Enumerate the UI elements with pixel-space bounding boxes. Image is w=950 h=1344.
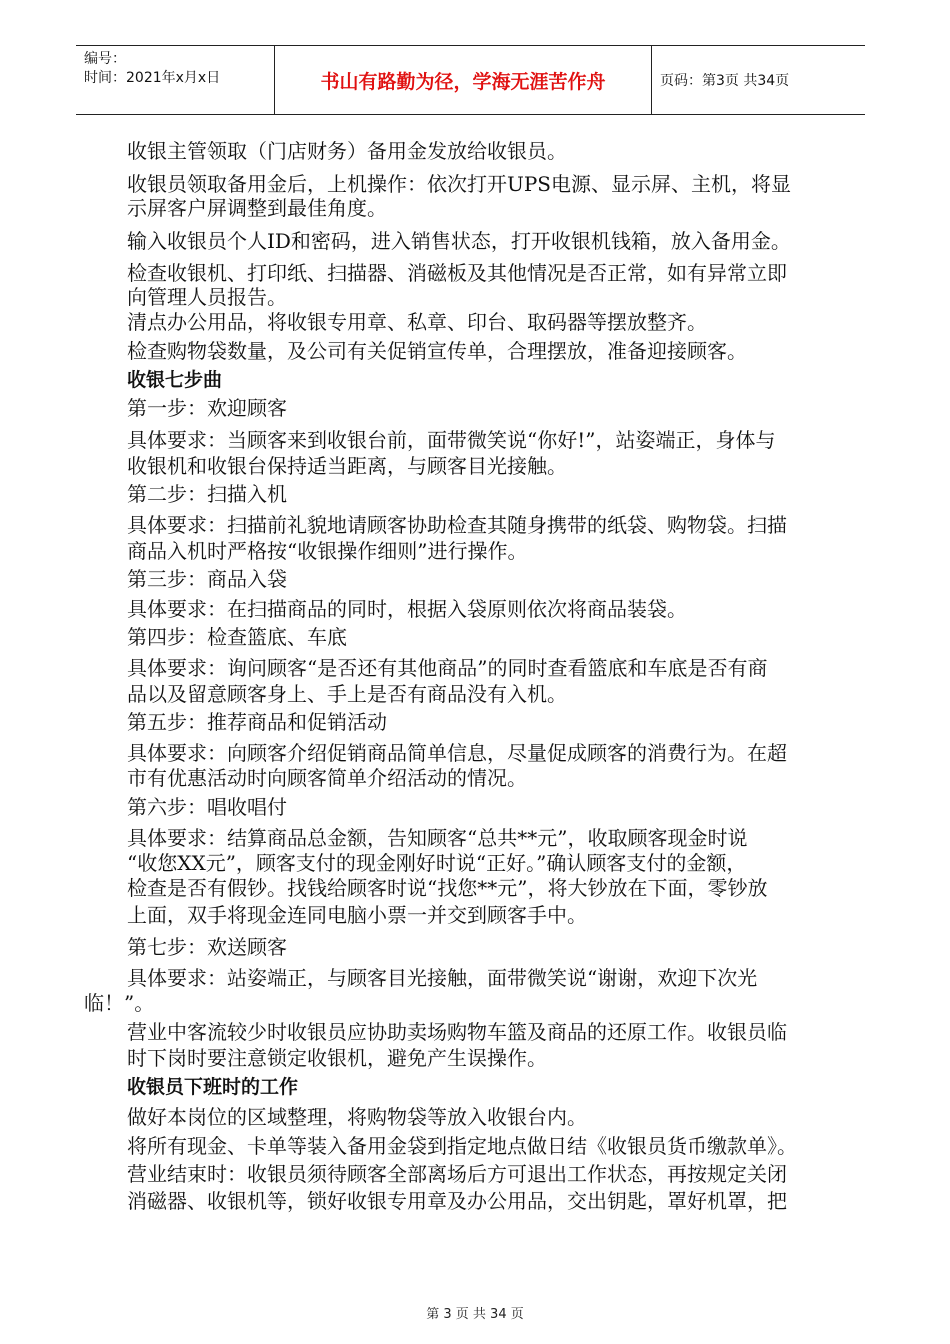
- paragraph-line: 收银机和收银台保持适当距离，与顾客目光接触。: [127, 454, 567, 478]
- time-label: 时间：2021年x月x日: [84, 70, 221, 86]
- paragraph-line: “收您XX元”，顾客支付的现金刚好时说“正好。”确认顾客支付的金额，: [127, 851, 747, 875]
- page-footer: 第 3 页 共 34 页: [426, 1307, 524, 1322]
- document-header: [76, 45, 865, 115]
- paragraph-line: 收银主管领取（门店财务）备用金发放给收银员。: [127, 139, 567, 163]
- paragraph-line: 示屏客户屏调整到最佳角度。: [127, 196, 387, 220]
- paragraph-line: 营业中客流较少时收银员应协助卖场购物车篮及商品的还原工作。收银员临: [127, 1020, 787, 1044]
- paragraph-line: 商品入机时严格按“收银操作细则”进行操作。: [127, 539, 528, 563]
- paragraph-line: 上面，双手将现金连同电脑小票一并交到顾客手中。: [127, 903, 587, 927]
- paragraph-line: 具体要求：询问顾客“是否还有其他商品”的同时查看篮底和车底是否有商: [127, 656, 768, 680]
- paragraph-line: 品以及留意顾客身上、手上是否有商品没有入机。: [127, 682, 567, 706]
- number-label: 编号：: [84, 51, 126, 67]
- paragraph-line: 具体要求：站姿端正，与顾客目光接触，面带微笑说“谢谢，欢迎下次光: [127, 966, 758, 990]
- paragraph-line: 具体要求：结算商品总金额，告知顾客“总共**元”，收取顾客现金时说: [127, 826, 748, 850]
- paragraph-line: 临！”。: [84, 991, 155, 1015]
- step-title: 第三步：商品入袋: [127, 567, 287, 591]
- section-heading: 收银员下班时的工作: [127, 1076, 299, 1098]
- paragraph-line: 市有优惠活动时向顾客简单介绍活动的情况。: [127, 766, 527, 790]
- paragraph-line: 清点办公用品，将收银专用章、私章、印台、取码器等摆放整齐。: [127, 310, 707, 334]
- step-title: 第七步：欢送顾客: [127, 935, 287, 959]
- header-meta: [76, 46, 275, 114]
- paragraph-line: 收银员领取备用金后，上机操作：依次打开UPS电源、显示屏、主机，将显: [127, 172, 792, 196]
- step-title: 第一步：欢迎顾客: [127, 396, 287, 420]
- paragraph-line: 做好本岗位的区域整理，将购物袋等放入收银台内。: [127, 1105, 587, 1129]
- paragraph-line: 具体要求：在扫描商品的同时，根据入袋原则依次将商品装袋。: [127, 597, 687, 621]
- step-title: 第五步：推荐商品和促销活动: [127, 710, 387, 734]
- header-motto: 书山有路勤为径，学海无涯苦作舟: [275, 46, 652, 114]
- section-heading: 收银七步曲: [127, 369, 223, 391]
- header-page-number: 页码：第3页 共34页: [660, 73, 790, 89]
- step-title: 第四步：检查篮底、车底: [127, 625, 347, 649]
- paragraph-line: 检查是否有假钞。找钱给顾客时说“找您**元”，将大钞放在下面，零钞放: [127, 876, 768, 900]
- paragraph-line: 具体要求：扫描前礼貌地请顾客协助检查其随身携带的纸袋、购物袋。扫描: [127, 513, 787, 537]
- paragraph-line: 消磁器、收银机等，锁好收银专用章及办公用品，交出钥匙，罩好机罩，把: [127, 1189, 787, 1213]
- paragraph-line: 向管理人员报告。: [127, 285, 287, 309]
- paragraph-line: 检查收银机、打印纸、扫描器、消磁板及其他情况是否正常，如有异常立即: [127, 261, 787, 285]
- paragraph-line: 时下岗时要注意锁定收银机，避免产生误操作。: [127, 1046, 547, 1070]
- paragraph-line: 具体要求：向顾客介绍促销商品简单信息，尽量促成顾客的消费行为。在超: [127, 741, 787, 765]
- step-title: 第六步：唱收唱付: [127, 795, 287, 819]
- paragraph-line: 输入收银员个人ID和密码，进入销售状态，打开收银机钱箱，放入备用金。: [127, 229, 791, 253]
- step-title: 第二步：扫描入机: [127, 482, 287, 506]
- paragraph-line: 具体要求：当顾客来到收银台前，面带微笑说“你好!”，站姿端正，身体与: [127, 428, 776, 452]
- paragraph-line: 检查购物袋数量，及公司有关促销宣传单，合理摆放，准备迎接顾客。: [127, 339, 747, 363]
- paragraph-line: 营业结束时：收银员须待顾客全部离场后方可退出工作状态，再按规定关闭: [127, 1162, 787, 1186]
- paragraph-line: 将所有现金、卡单等装入备用金袋到指定地点做日结《收银员货币缴款单》。: [127, 1134, 797, 1158]
